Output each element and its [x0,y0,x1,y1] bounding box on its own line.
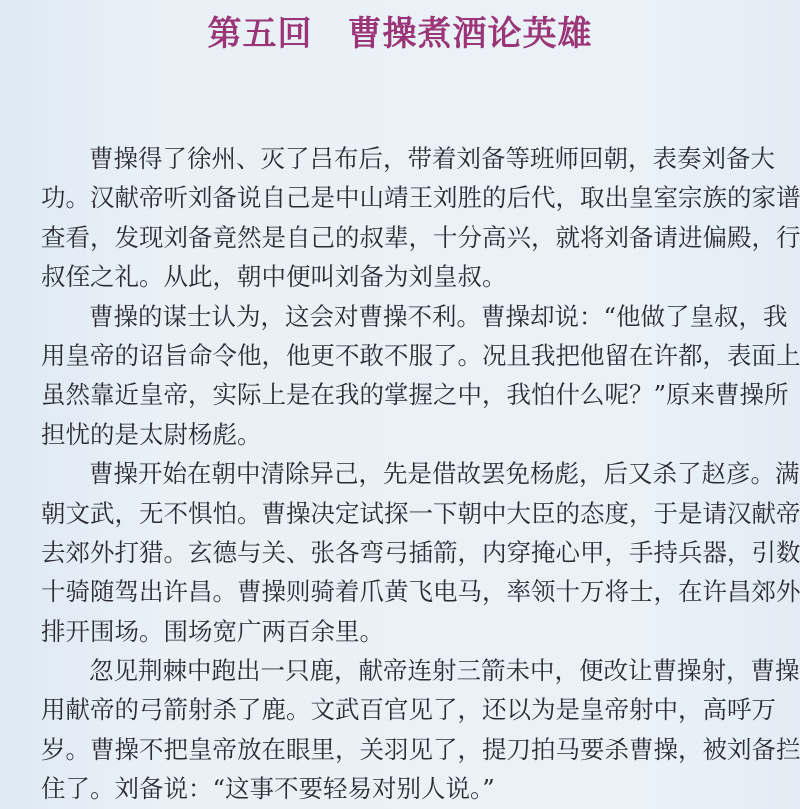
text-line: 叔侄之礼。从此，朝中便叫刘备为刘皇叔。 [41,262,507,292]
text-line: 岁。曹操不把皇帝放在眼里，关羽见了，提刀拍马要杀曹操，被刘备拦 [41,734,800,764]
text-line: 住了。刘备说：“这事不要轻易对别人说。” [41,774,495,804]
paragraph [41,651,800,809]
text-line: 忽见荆棘中跑出一只鹿，献帝连射三箭未中，便改让曹操射，曹操 [89,656,800,686]
paragraph [41,297,800,455]
text-line: 用献帝的弓箭射杀了鹿。文武百官见了，还以为是皇帝射中，高呼万 [41,695,776,725]
text-line: 担忧的是太尉杨彪。 [41,419,262,449]
text-line: 查看，发现刘备竟然是自己的叔辈，十分高兴，就将刘备请进偏殿，行 [41,222,800,252]
paragraph [41,139,800,297]
text-line: 曹操得了徐州、灭了吕布后，带着刘备等班师回朝，表奏刘备大 [89,144,775,173]
text-line: 朝文武，无不惧怕。曹操决定试探一下朝中大臣的态度，于是请汉献帝 [41,498,800,528]
text-line: 十骑随驾出许昌。曹操则骑着爪黄飞电马，率领十万将士，在许昌郊外 [41,577,800,607]
text-line: 曹操开始在朝中清除异己，先是借故罢免杨彪，后又杀了赵彦。满 [89,459,800,489]
chapter-title: 第五回 曹操煮酒论英雄 [207,14,593,54]
text-line: 虽然靠近皇帝，实际上是在我的掌握之中，我怕什么呢？”原来曹操所 [41,380,789,410]
text-line: 功。汉献帝听刘备说自己是中山靖王刘胜的后代，取出皇室宗族的家谱 [41,183,800,213]
text-line: 曹操的谋士认为，这会对曹操不利。曹操却说：“他做了皇叔，我 [89,301,788,331]
text-line: 去郊外打猎。玄德与关、张各弯弓插箭，内穿掩心甲，手持兵器，引数 [41,537,800,567]
text-line: 用皇帝的诏旨命令他，他更不敢不服了。况且我把他留在许都，表面上 [41,340,800,370]
text-line: 排开围场。围场宽广两百余里。 [41,616,384,646]
chapter-body [41,139,800,809]
paragraph [41,454,800,651]
